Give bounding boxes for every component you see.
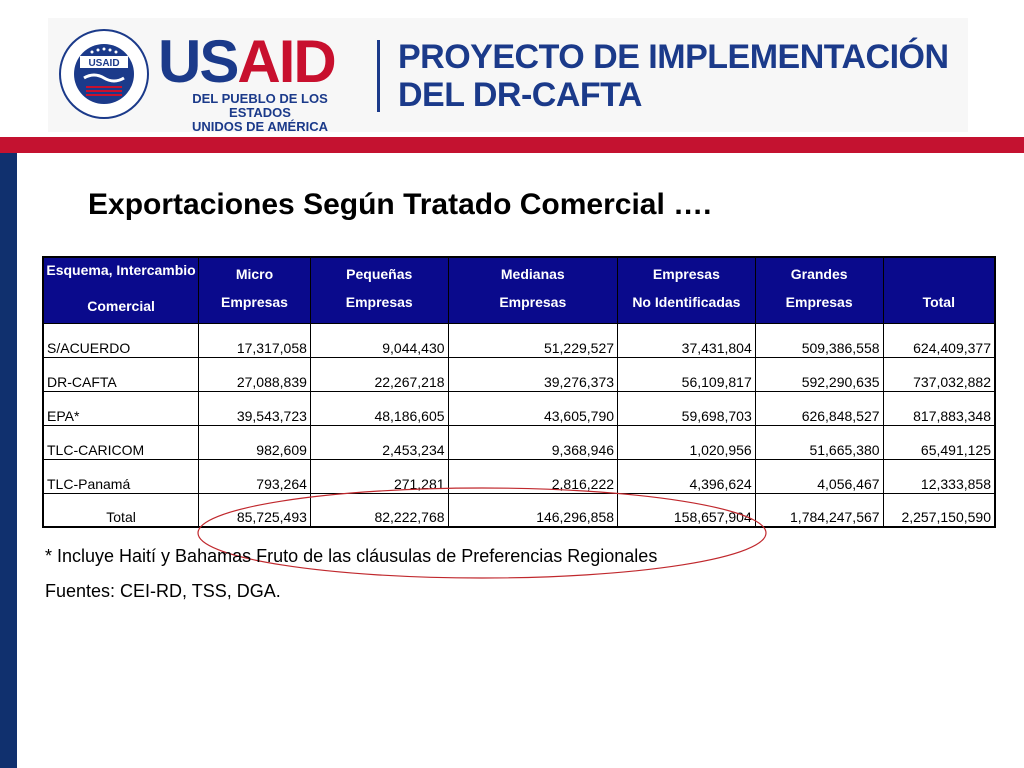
header-bottom: Empresas [345, 294, 413, 310]
header-bottom: No Identificadas [632, 294, 741, 310]
logo-aid: AID [237, 28, 335, 95]
header-top: Esquema, Intercambio [46, 262, 196, 278]
total-cell: 1,784,247,567 [755, 493, 883, 527]
tagline-line-2: UNIDOS DE AMÉRICA [191, 119, 329, 134]
header-top: Medianas [500, 266, 565, 282]
table-cell: 9,368,946 [448, 425, 618, 459]
header-cell [883, 257, 995, 323]
header-cell [199, 257, 311, 323]
header-cell [618, 257, 756, 323]
table-row [43, 357, 995, 391]
total-cell: 146,296,858 [448, 493, 618, 527]
row-label: EPA* [43, 391, 199, 425]
header-top: Pequeñas [346, 266, 413, 282]
table-cell: 817,883,348 [883, 391, 995, 425]
table-cell: 56,109,817 [618, 357, 756, 391]
table-cell: 4,396,624 [618, 459, 756, 493]
row-label: DR-CAFTA [43, 357, 199, 391]
usaid-seal-icon [58, 28, 150, 120]
logo-us: US [158, 28, 238, 95]
table-cell: 51,665,380 [755, 425, 883, 459]
total-cell: 158,657,904 [618, 493, 756, 527]
table-cell: 2,453,234 [310, 425, 448, 459]
total-label: Total [43, 493, 199, 527]
table-cell: 793,264 [199, 459, 311, 493]
table-cell: 17,317,058 [199, 323, 311, 357]
table-cell: 37,431,804 [618, 323, 756, 357]
table-cell: 1,020,956 [618, 425, 756, 459]
project-line-1: PROYECTO DE IMPLEMENTACIÓN [398, 38, 949, 76]
table-row [43, 323, 995, 357]
table-cell: 626,848,527 [755, 391, 883, 425]
header-bottom: Empresas [785, 294, 853, 310]
table-header-row [43, 257, 995, 323]
seal-label: USAID [88, 58, 120, 69]
table-cell: 9,044,430 [310, 323, 448, 357]
table-cell: 624,409,377 [883, 323, 995, 357]
table-cell: 4,056,467 [755, 459, 883, 493]
table-cell: 39,543,723 [199, 391, 311, 425]
red-divider-bar [0, 137, 1024, 153]
header-top: Micro [235, 266, 274, 282]
usaid-logo [158, 30, 335, 94]
header-bottom: Empresas [499, 294, 567, 310]
table-cell: 65,491,125 [883, 425, 995, 459]
table-cell: 51,229,527 [448, 323, 618, 357]
header-cell [448, 257, 618, 323]
table-cell: 27,088,839 [199, 357, 311, 391]
blue-side-bar [0, 153, 17, 768]
slide-title: Exportaciones Según Tratado Comercial …. [88, 188, 712, 221]
table-cell: 982,609 [199, 425, 311, 459]
table-cell: 737,032,882 [883, 357, 995, 391]
total-cell: 82,222,768 [310, 493, 448, 527]
table-cell: 592,290,635 [755, 357, 883, 391]
table-cell: 59,698,703 [618, 391, 756, 425]
header-cell [310, 257, 448, 323]
total-cell: 2,257,150,590 [883, 493, 995, 527]
table-cell: 43,605,790 [448, 391, 618, 425]
header-top [884, 258, 994, 294]
footnote: * Incluye Haití y Bahamas Fruto de las cláusulas de Preferencias Regionales [45, 546, 658, 566]
row-label: TLC-CARICOM [43, 425, 199, 459]
table-cell: 509,386,558 [755, 323, 883, 357]
row-label: S/ACUERDO [43, 323, 199, 357]
logo-divider [377, 40, 380, 112]
table-cell: 12,333,858 [883, 459, 995, 493]
header-bottom: Empresas [221, 294, 288, 310]
table-cell: 48,186,605 [310, 391, 448, 425]
header-cell [43, 257, 199, 323]
header-bottom: Comercial [87, 298, 155, 314]
table-row [43, 391, 995, 425]
sources-note: Fuentes: CEI-RD, TSS, DGA. [45, 581, 281, 601]
project-line-2: DEL DR-CAFTA [398, 76, 642, 114]
table-cell: 22,267,218 [310, 357, 448, 391]
project-title [398, 38, 949, 114]
total-cell: 85,725,493 [199, 493, 311, 527]
table-cell: 271,281 [310, 459, 448, 493]
row-label: TLC-Panamá [43, 459, 199, 493]
header-cell [755, 257, 883, 323]
usaid-tagline [160, 92, 360, 134]
tagline-line-1: DEL PUEBLO DE LOS ESTADOS [192, 91, 328, 120]
table-cell: 2,816,222 [448, 459, 618, 493]
header-bottom: Total [922, 294, 955, 310]
table-cell: 39,276,373 [448, 357, 618, 391]
header-top: Grandes [790, 266, 848, 282]
header-top: Empresas [652, 266, 720, 282]
table-row [43, 425, 995, 459]
